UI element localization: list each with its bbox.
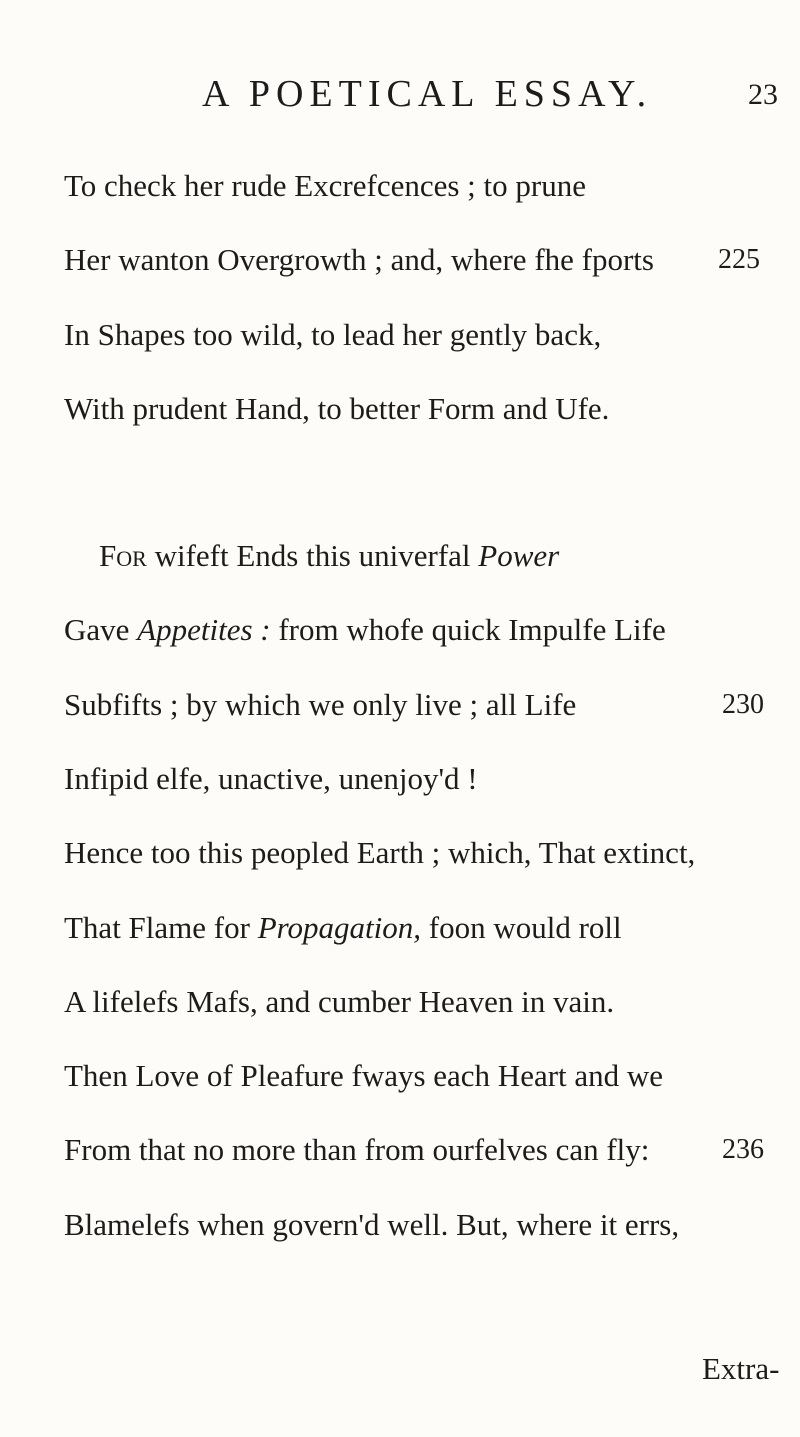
verse-text-tail: from whofe quick Impulfe Life (270, 612, 666, 647)
verse-line-1 (64, 167, 586, 205)
verse-line-14 (64, 1206, 679, 1244)
verse-line-10 (64, 909, 622, 947)
verse-line-11 (64, 983, 614, 1021)
verse-text: From that no more than from ourfelves can fly: (64, 1132, 650, 1167)
verse-text: Blamelefs when govern'd well. But, where it errs, (64, 1207, 680, 1242)
verse-text: wifeft Ends this univerfal (146, 538, 479, 573)
verse-line-4 (64, 390, 609, 428)
catchword: Extra- (702, 1351, 780, 1386)
verse-text: That Flame for (64, 910, 258, 945)
verse-text: Gave (64, 612, 138, 647)
verse-line-2 (64, 241, 654, 279)
verse-line-9 (64, 834, 695, 872)
verse-text: Then Love of Pleafure fways each Heart and we (64, 1058, 664, 1093)
verse-line-6 (64, 611, 666, 649)
verse-text: Subfifts ; by which we only live ; all Life (64, 687, 577, 722)
line-number: 236 (722, 1134, 764, 1165)
verse-line-12 (64, 1057, 663, 1095)
verse-text: To check her rude Excrefcences ; to prune (64, 168, 586, 203)
verse-line-3 (64, 316, 601, 354)
verse-text-tail: foon would roll (421, 910, 622, 945)
italic-word: Appetites : (137, 612, 271, 647)
page-number: 23 (748, 78, 778, 111)
verse-text: Infipid elfe, unactive, unenjoy'd ! (64, 761, 478, 796)
italic-word: Propagation, (257, 910, 422, 945)
stanza-lead-word: For (99, 538, 147, 573)
running-head: A POETICAL ESSAY. (202, 73, 653, 115)
line-number: 225 (718, 244, 760, 275)
verse-text: A lifelefs Mafs, and cumber Heaven in vain. (64, 984, 615, 1019)
verse-text: Her wanton Overgrowth ; and, where fhe fports (64, 242, 654, 277)
verse-line-8 (64, 760, 478, 798)
verse-text: With prudent Hand, to better Form and Ufe. (64, 391, 610, 426)
italic-word: Power (478, 538, 560, 573)
page-header (0, 58, 800, 118)
verse-line-13 (64, 1131, 649, 1169)
line-number: 230 (722, 689, 764, 720)
verse-line-5 (99, 537, 559, 575)
verse-line-7 (64, 686, 576, 724)
verse-text: In Shapes too wild, to lead her gently back, (64, 317, 602, 352)
verse-text: Hence too this peopled Earth ; which, That extinct, (64, 835, 696, 870)
